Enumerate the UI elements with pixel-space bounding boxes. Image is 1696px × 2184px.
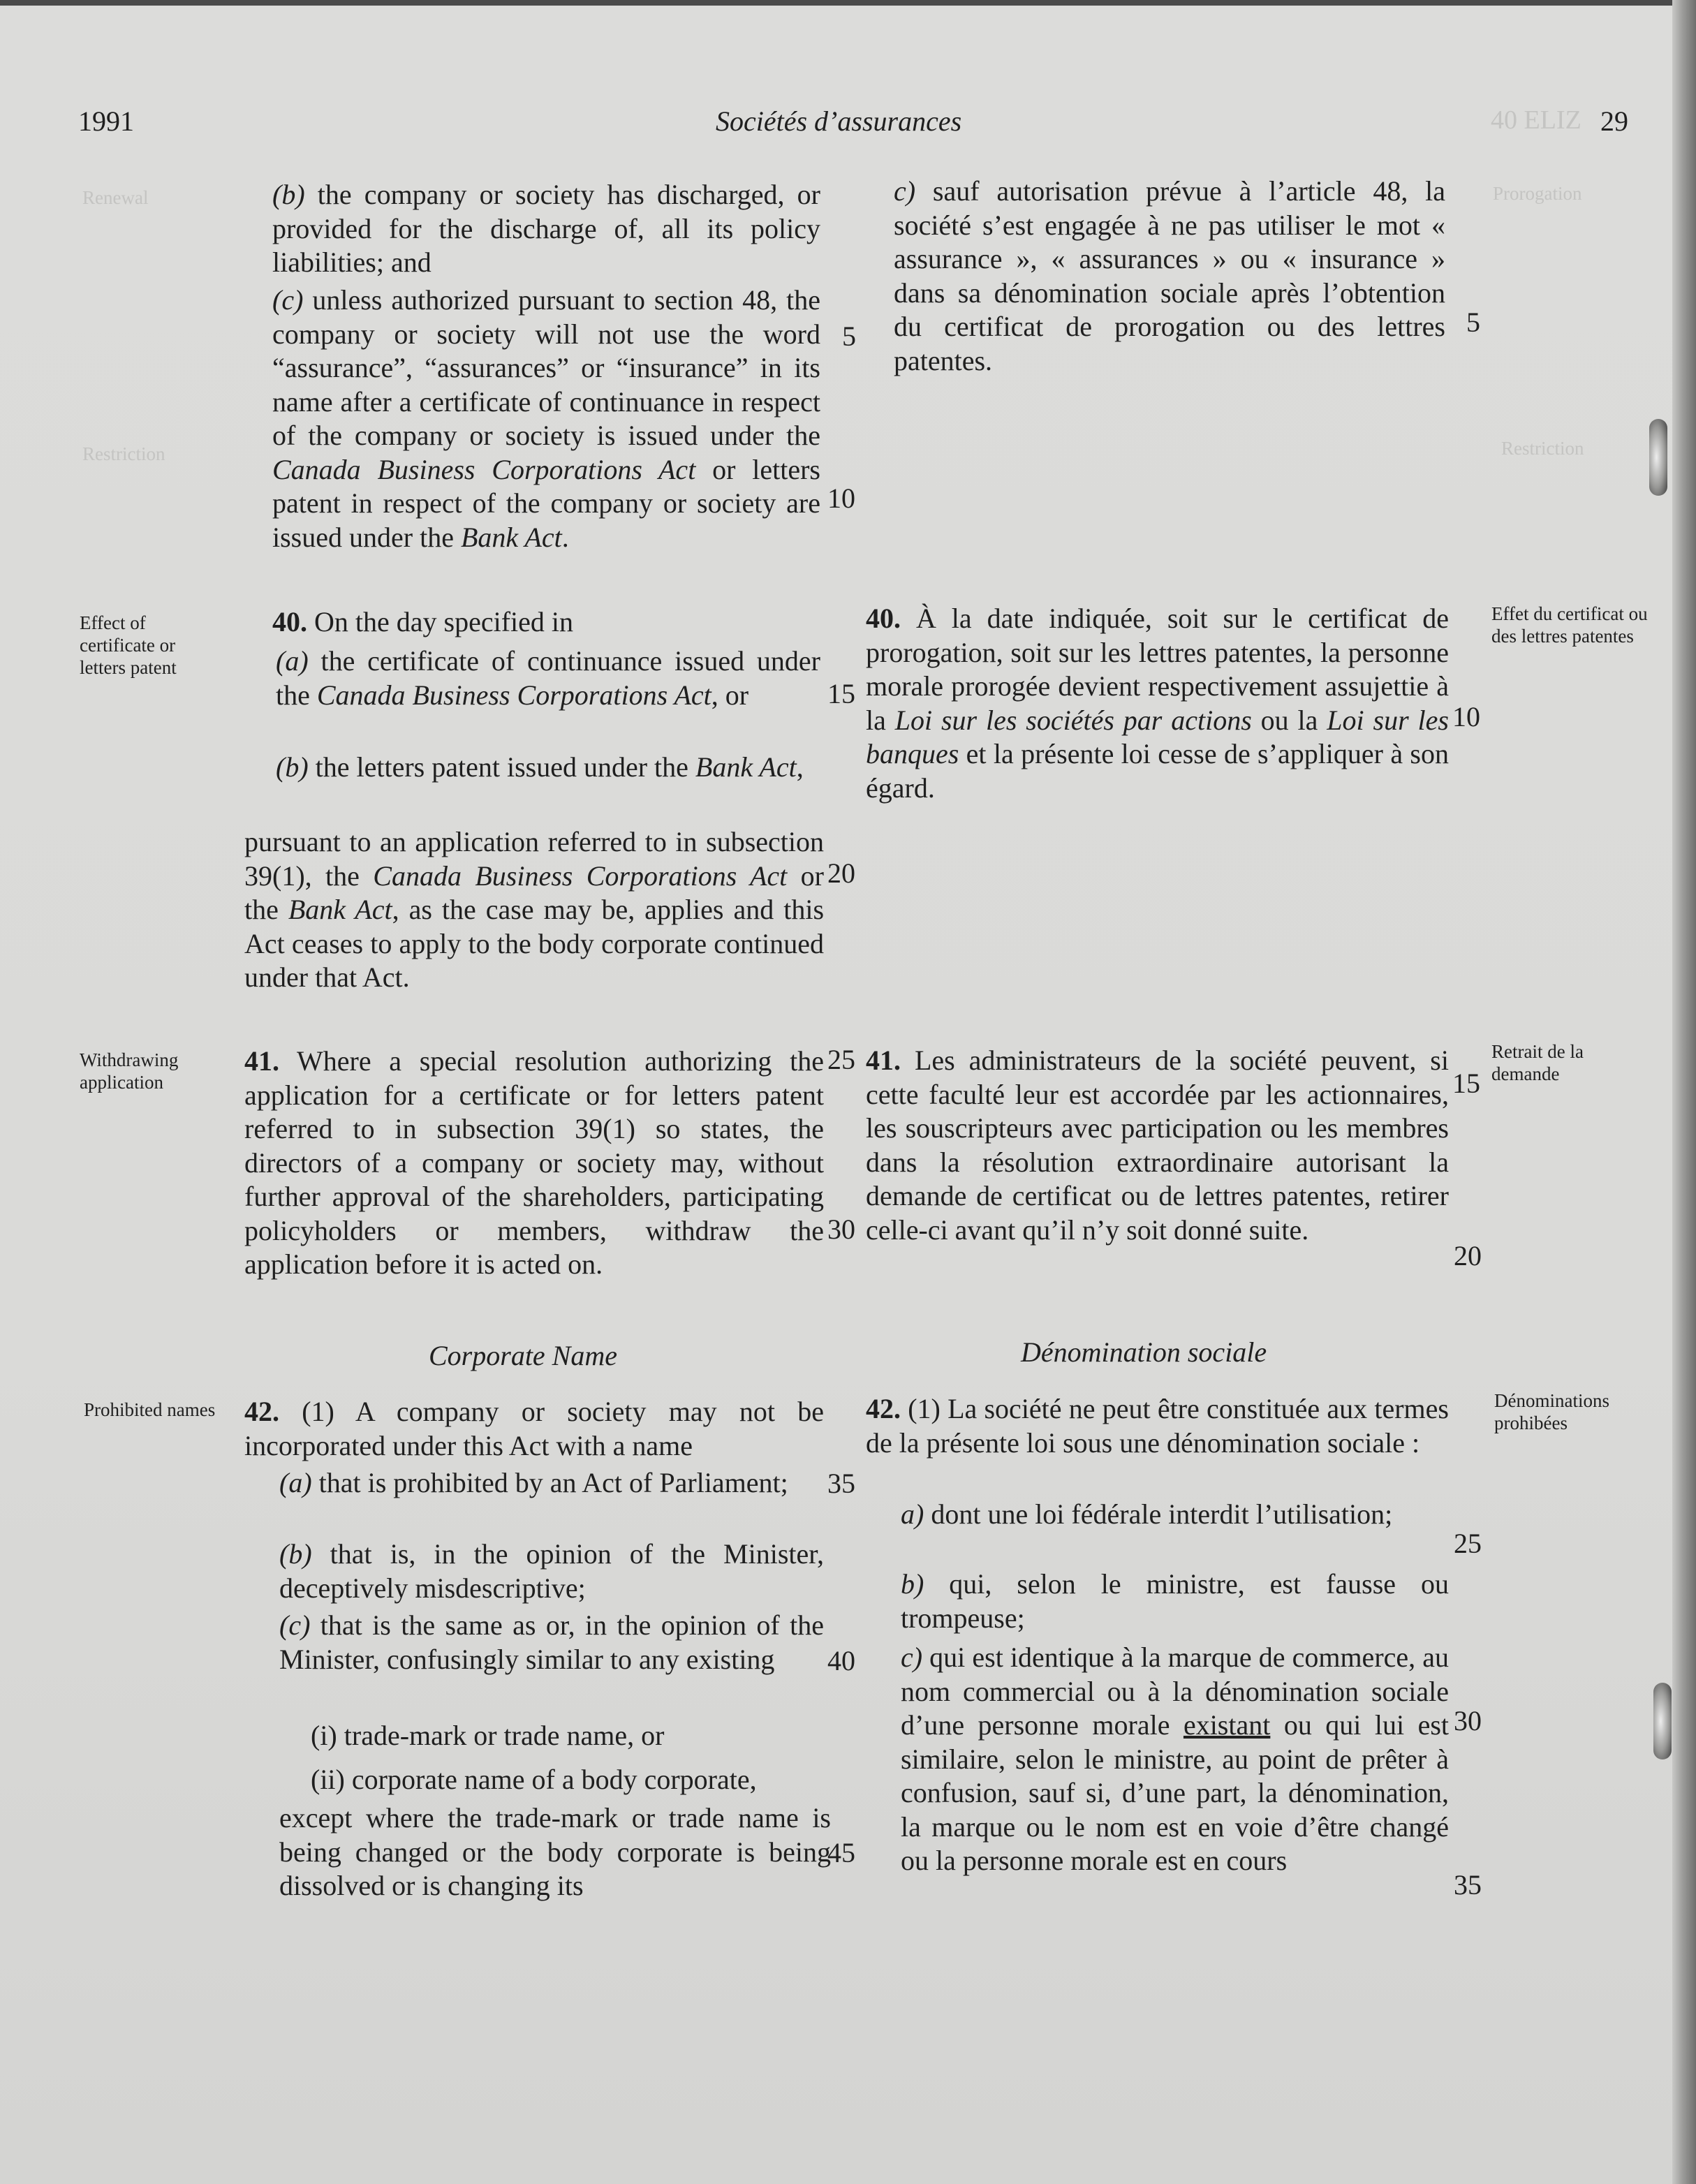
ghost-margin-note: Prorogation bbox=[1493, 183, 1582, 204]
french-42b: b) qui, selon le ministre, est fausse ou trompeuse; bbox=[901, 1568, 1449, 1634]
french-39c: c) sauf autorisation prévue à l’article 48, la société s’est engagée à ne pas utiliser le mot « assurance », « assurances » ou « insurance » dans sa dénomination sociale après l’obtention du certificat de prorogation ou des lettres patentes. bbox=[894, 175, 1445, 376]
english-42-tail: except where the trade-mark or trade name is being changed or the body corporate is being dissolved or is changing its bbox=[279, 1802, 831, 1901]
line-number: 20 bbox=[827, 857, 855, 889]
french-section-40: 40. À la date indiquée, soit sur le certificat de prorogation, soit sur les lettres patentes, la personne morale prorogée devient respectivement assujettie à la Loi sur les sociétés par actions ou la Loi sur les banques et la présente loi cesse de s’appliquer à son égard. bbox=[866, 603, 1449, 804]
line-number: 40 bbox=[827, 1645, 855, 1676]
page-title: Sociétés d’assurances bbox=[716, 105, 962, 137]
line-number: 25 bbox=[827, 1044, 855, 1075]
scan-top-band bbox=[0, 0, 1696, 6]
english-42c: (c) that is the same as or, in the opinion of the Minister, confusingly similar to any existing bbox=[279, 1609, 824, 1675]
page-number: 29 bbox=[1600, 105, 1628, 137]
french-section-41: 41. Les administrateurs de la société peuvent, si cette faculté leur est accordée par les actionnaires, les souscripteurs avec participation ou les membres dans la résolution extraordinaire autorisant la demande de certificat ou de lettres patentes, retirer celle-ci avant qu’il n’y soit donné suite. bbox=[866, 1045, 1449, 1246]
line-number: 30 bbox=[827, 1213, 855, 1245]
underlined-word-existant: existant bbox=[1183, 1709, 1271, 1741]
english-42a: (a) that is prohibited by an Act of Parliament; bbox=[279, 1467, 788, 1498]
line-number: 20 bbox=[1454, 1240, 1482, 1271]
line-number: 15 bbox=[827, 678, 855, 709]
english-39c: (c) unless authorized pursuant to section 48, the company or society will not use the word “assurance”, “assurances” or “insurance” in its name after a certificate of continuance in respect of the company or society is issued under the Canada Business Corporations Act or letters patent in respect of the company or society are issued under the Bank Act. bbox=[272, 284, 820, 553]
margin-note-effect-fr: Effet du certificat ou des lettres patentes bbox=[1491, 603, 1648, 647]
english-42b: (b) that is, in the opinion of the Minister, deceptively misdescriptive; bbox=[279, 1538, 824, 1604]
binder-ring-top bbox=[1649, 419, 1667, 496]
english-42c-ii: (ii) corporate name of a body corporate, bbox=[311, 1764, 757, 1795]
heading-denomination-sociale: Dénomination sociale bbox=[1021, 1336, 1267, 1368]
line-number: 15 bbox=[1452, 1068, 1480, 1099]
binder-ring-bottom bbox=[1653, 1683, 1672, 1759]
line-number: 35 bbox=[827, 1468, 855, 1499]
line-number: 25 bbox=[1454, 1528, 1482, 1559]
english-section-42: 42. (1) A company or society may not be incorporated under this Act with a name bbox=[244, 1396, 824, 1461]
ghost-margin-note: Restriction bbox=[82, 443, 165, 464]
heading-corporate-name: Corporate Name bbox=[429, 1340, 617, 1371]
english-section-41: 41. Where a special resolution authorizing the application for a certificate or for letters patent referred to in subsection 39(1) so states, the directors of a company or society may, without further approval of the shareholders, participating policyholders or members, withdraw the application before it is acted on. bbox=[244, 1045, 824, 1280]
page-year: 1991 bbox=[78, 105, 134, 137]
ghost-margin-note: Restriction bbox=[1501, 438, 1584, 459]
margin-note-effect-en: Effect of certificate or letters patent bbox=[80, 612, 177, 678]
english-40b: (b) the letters patent issued under the Bank Act, bbox=[276, 751, 804, 783]
line-number: 10 bbox=[1452, 701, 1480, 732]
ghost-margin-note: Renewal bbox=[82, 187, 149, 208]
line-number: 5 bbox=[842, 320, 856, 352]
line-number: 30 bbox=[1454, 1705, 1482, 1736]
line-number: 10 bbox=[827, 482, 855, 514]
english-40a: (a) the certificate of continuance issued under the Canada Business Corporations Act, or bbox=[276, 645, 820, 711]
french-42a: a) dont une loi fédérale interdit l’utilisation; bbox=[901, 1498, 1393, 1530]
french-section-42: 42. (1) La société ne peut être constituée aux termes de la présente loi sous une dénomination sociale : bbox=[866, 1393, 1449, 1459]
line-number: 5 bbox=[1466, 307, 1480, 338]
margin-note-withdraw-fr: Retrait de la demande bbox=[1491, 1041, 1584, 1084]
margin-note-prohibited-fr: Dénominations prohibées bbox=[1494, 1390, 1609, 1433]
line-number: 45 bbox=[827, 1837, 855, 1868]
english-42c-i: (i) trade-mark or trade name, or bbox=[311, 1720, 665, 1751]
binder-edge bbox=[1672, 0, 1696, 2184]
margin-note-withdraw-en: Withdrawing application bbox=[80, 1049, 179, 1093]
ghost-running-head: 40 ELIZ bbox=[1491, 105, 1581, 135]
margin-note-prohibited-en: Prohibited names bbox=[84, 1399, 216, 1420]
english-39b: (b) the company or society has discharged, or provided for the discharge of, all its policy liabilities; and bbox=[272, 179, 820, 278]
line-number: 35 bbox=[1454, 1869, 1482, 1901]
english-40-tail: pursuant to an application referred to in subsection 39(1), the Canada Business Corporations Act or the Bank Act, as the case may be, applies and this Act ceases to apply to the body corporate continued under that Act. bbox=[244, 826, 825, 993]
english-section-40: 40. On the day specified in bbox=[272, 606, 573, 637]
french-42c: c) qui est identique à la marque de commerce, au nom commercial ou à la dénomination sociale d’une personne morale existant ou qui lui est similaire, selon le ministre, au point de prêter à confusion, sauf si, d’une part, la dénomination, la marque ou le nom est en voie d’être changé ou la personne morale est en cours bbox=[901, 1641, 1449, 1876]
